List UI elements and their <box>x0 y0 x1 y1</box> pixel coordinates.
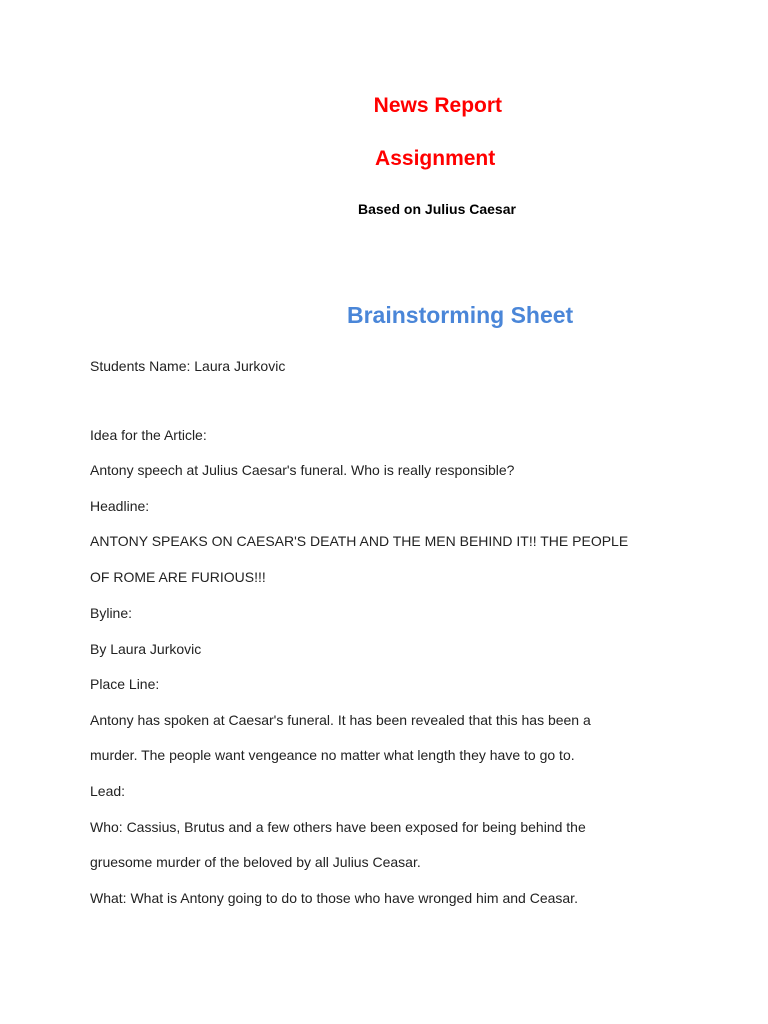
lead-who-line1: Who: Cassius, Brutus and a few others have been exposed for being behind the <box>90 819 586 835</box>
placeline-text-line1: Antony has spoken at Caesar's funeral. It has been revealed that this has been a <box>90 712 591 728</box>
title-assignment-text: Assignment <box>370 147 496 170</box>
placeline-label: Place Line: <box>90 676 160 692</box>
title-news-report-text: News Report <box>362 94 503 117</box>
byline-text: By Laura Jurkovic <box>90 641 202 657</box>
student-name: Students Name: Laura Jurkovic <box>90 358 286 374</box>
placeline-text-line2: murder. The people want vengeance no matter what length they have to go to. <box>90 747 575 763</box>
lead-who-line2: gruesome murder of the beloved by all Julius Ceasar. <box>90 854 421 870</box>
idea-label: Idea for the Article: <box>90 427 207 443</box>
headline-label: Headline: <box>90 498 150 514</box>
idea-text: Antony speech at Julius Caesar's funeral. Who is really responsible? <box>90 462 515 478</box>
subtitle: Based on Julius Caesar <box>358 201 516 217</box>
headline-text-line1: ANTONY SPEAKS ON CAESAR'S DEATH AND THE MEN BEHIND IT!! THE PEOPLE <box>90 533 629 549</box>
byline-label: Byline: <box>90 605 133 621</box>
lead-label: Lead: <box>90 783 126 799</box>
brainstorming-heading: Brainstorming Sheet <box>347 302 574 328</box>
headline-text-line2: OF ROME ARE FURIOUS!!! <box>90 569 266 585</box>
lead-what: What: What is Antony going to do to those who have wronged him and Ceasar. <box>90 890 578 906</box>
